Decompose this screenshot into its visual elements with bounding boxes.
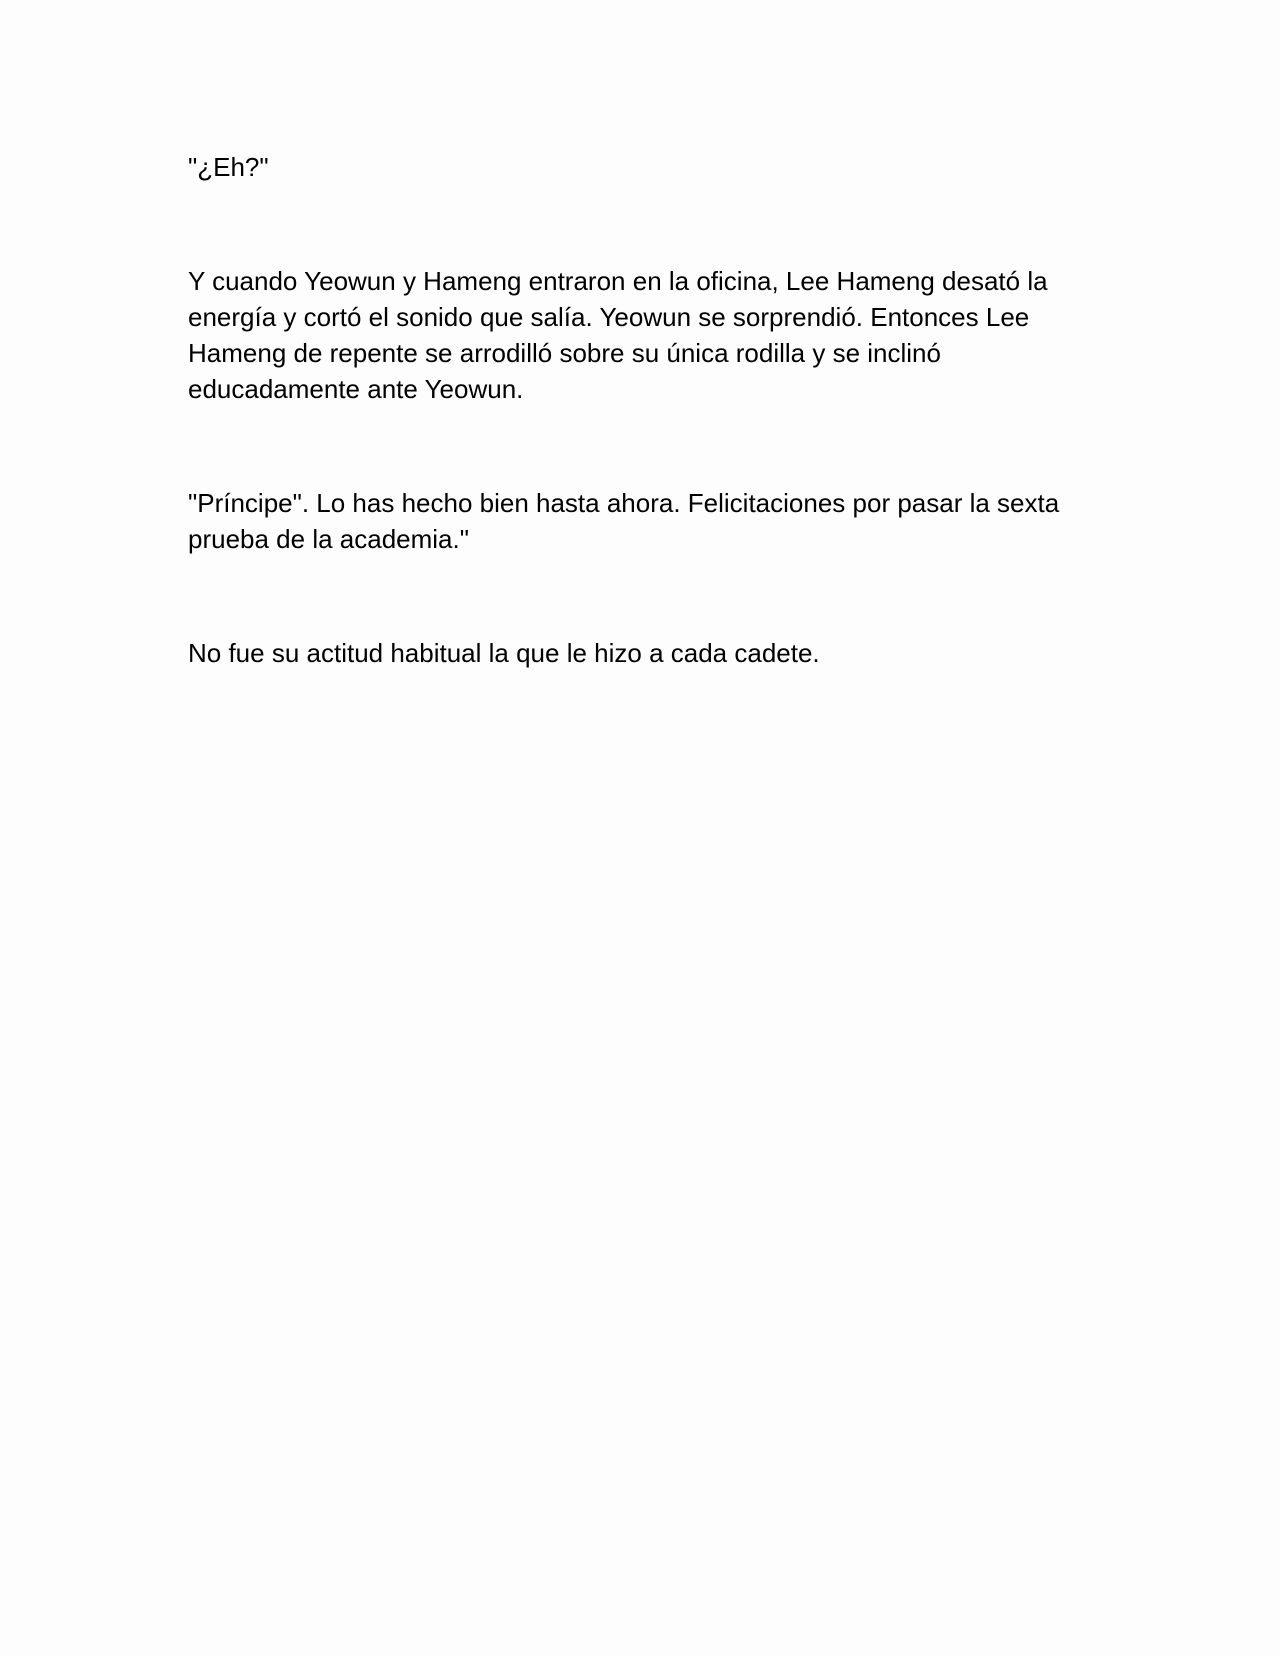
paragraph: "Príncipe". Lo has hecho bien hasta ahora. Felicitaciones por pasar la sexta prueba de la academia." <box>188 488 1060 554</box>
document-body <box>188 149 1108 671</box>
paragraph: "¿Eh?" <box>188 152 269 182</box>
paragraph: Y cuando Yeowun y Hameng entraron en la oficina, Lee Hameng desató la energía y cortó el sonido que salía. Yeowun se sorprendió. Entonces Lee Hameng de repente se arrodilló sobre su única rodilla y se inclinó educadamente ante Yeowun. <box>188 266 1048 404</box>
paragraph: No fue su actitud habitual la que le hizo a cada cadete. <box>188 638 820 668</box>
